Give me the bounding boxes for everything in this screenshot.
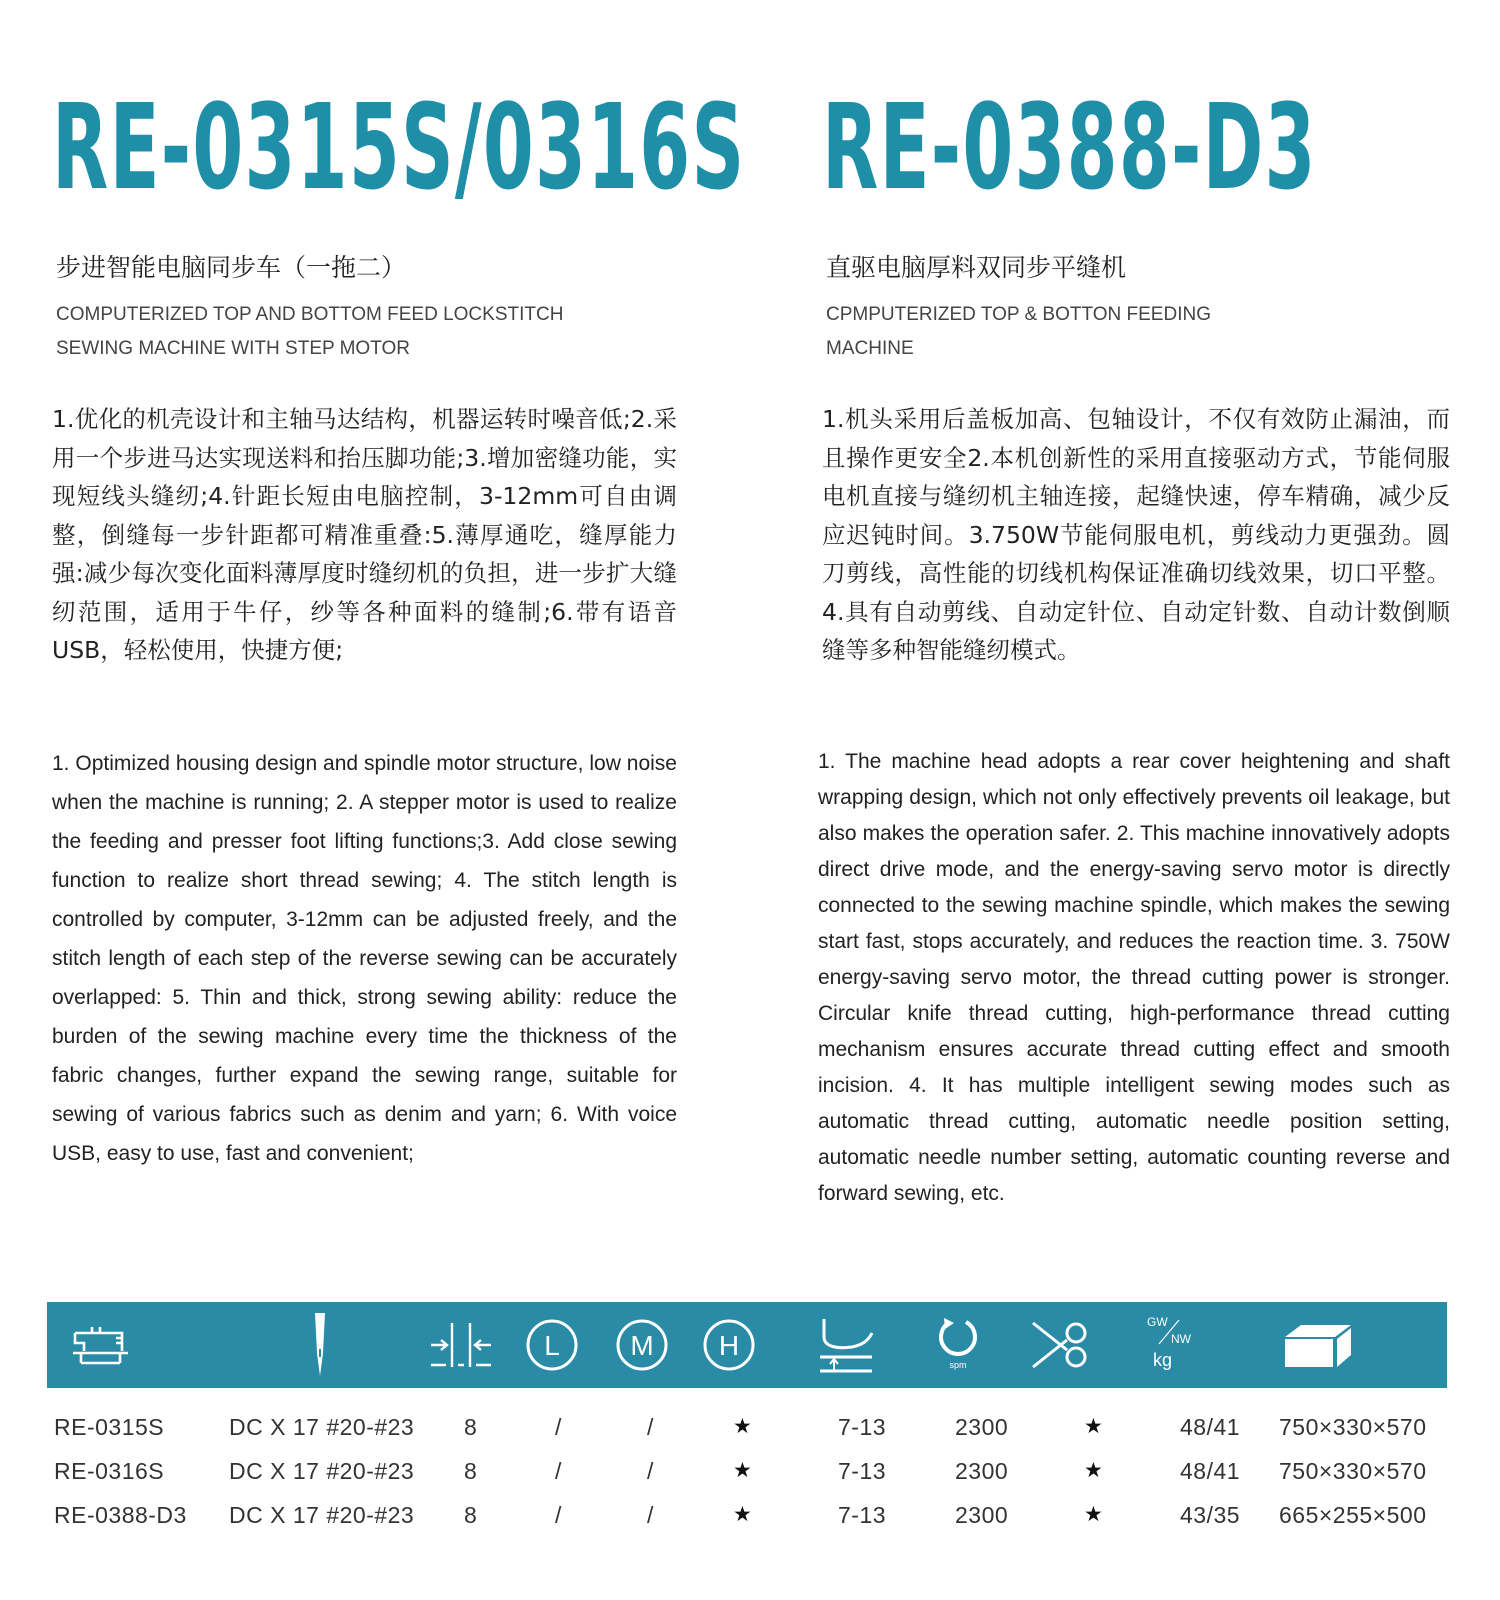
spec-row xyxy=(0,1414,1500,1454)
speed-cell: 2300 xyxy=(955,1458,1009,1484)
presser-foot-lift-icon xyxy=(817,1312,875,1378)
heavy-material-cell: ★ xyxy=(733,1502,753,1526)
heavy-material-label: H xyxy=(718,1330,740,1361)
stitch-length-cell: 8 xyxy=(464,1458,478,1484)
model-cell: RE-0315S xyxy=(54,1414,165,1440)
net-weight-label: NW xyxy=(1171,1332,1191,1346)
weight-cell: 48/41 xyxy=(1180,1414,1241,1440)
needle-cell: DC X 17 #20-#23 xyxy=(229,1414,415,1440)
model-title-left: RE-0315S/0316S xyxy=(52,78,746,216)
spec-row xyxy=(0,1502,1500,1542)
heavy-material-cell: ★ xyxy=(733,1414,753,1438)
light-material-label: L xyxy=(544,1330,560,1361)
dimensions-cell: 750×330×570 xyxy=(1279,1414,1427,1440)
product-name-en-line2: SEWING MACHINE WITH STEP MOTOR xyxy=(56,338,410,359)
dimensions-cell: 750×330×570 xyxy=(1279,1458,1427,1484)
product-description-cn: 1.机头采用后盖板加高、包轴设计，不仅有效防止漏油，而且操作更安全2.本机创新性的采用直接驱动方式，节能伺服电机直接与缝纫机主轴连接，起缝快速，停车精确，减少反应迟钝时间。3.750W节能伺服电机，剪线动力更强劲。圆刀剪线，高性能的切线机构保证准确切线效果，切口平整。4.具有自动剪线、自动定针位、自动定针数、自动计数倒顺缝等多种智能缝纫模式。 xyxy=(822,405,1450,664)
light-material-icon xyxy=(523,1312,581,1378)
heavy-material-cell: ★ xyxy=(733,1458,753,1482)
medium-material-cell: / xyxy=(647,1414,654,1440)
medium-material-icon xyxy=(613,1312,671,1378)
product-description-en: 1. The machine head adopts a rear cover heightening and shaft wrapping design, which not only effectively prevents oil leakage, but also makes the operation safer. 2. This machine innovatively adopts direct drive mode, and the energy-saving servo motor is directly connected to the sewing machine spindle, which makes the sewing start fast, stops accurately, and reduces the reaction time. 3. 750W energy-saving servo motor, the thread cutting power is stronger. Circular knife thread cutting, high-performance thread cutting mechanism ensures accurate thread cutting effect and smooth incision. 4. It has multiple intelligent sewing modes such as automatic thread cutting, automatic needle position setting, automatic needle number setting, automatic counting reverse and forward sewing, etc. xyxy=(818,750,1450,1205)
product-column-right xyxy=(818,248,1450,1205)
presser-lift-cell: 7-13 xyxy=(838,1414,887,1440)
speed-cell: 2300 xyxy=(955,1502,1009,1528)
spec-row xyxy=(0,1458,1500,1498)
presser-lift-cell: 7-13 xyxy=(838,1458,887,1484)
speed-spm-icon xyxy=(933,1312,983,1378)
product-description-cn: 1.优化的机壳设计和主轴马达结构，机器运转时噪音低;2.采用一个步进马达实现送料和抬压脚功能;3.增加密缝功能，实现短线头缝纫;4.针距长短由电脑控制，3-12mm可自由调整，倒缝每一步针距都可精准重叠:5.薄厚通吃，缝厚能力强:减少每次变化面料薄厚度时缝纫机的负担，进一步扩大缝纫范围，适用于牛仔，纱等各种面料的缝制;6.带有语音USB，轻松使用，快捷方便; xyxy=(52,405,677,664)
medium-material-cell: / xyxy=(647,1502,654,1528)
spec-icon-bar xyxy=(47,1302,1447,1388)
model-cell: RE-0388-D3 xyxy=(54,1502,187,1528)
medium-material-label: M xyxy=(630,1330,654,1361)
model-cell: RE-0316S xyxy=(54,1458,165,1484)
product-name-en-line1: COMPUTERIZED TOP AND BOTTOM FEED LOCKSTITCH xyxy=(56,304,564,325)
thread-trimmer-icon xyxy=(1031,1312,1089,1378)
weight-icon xyxy=(1145,1312,1201,1378)
heavy-material-icon xyxy=(700,1312,758,1378)
package-dimensions-icon xyxy=(1279,1312,1355,1378)
stitch-length-cell: 8 xyxy=(464,1502,478,1528)
trimmer-cell: ★ xyxy=(1084,1458,1104,1482)
weight-cell: 48/41 xyxy=(1180,1458,1241,1484)
sewing-machine-icon xyxy=(71,1312,131,1378)
stitch-length-icon xyxy=(429,1312,493,1378)
light-material-cell: / xyxy=(555,1414,562,1440)
light-material-cell: / xyxy=(555,1458,562,1484)
product-description-en: 1. Optimized housing design and spindle motor structure, low noise when the machine is running; 2. A stepper motor is used to realize the feeding and presser foot lifting functions;3. Add close sewing function to realize short thread sewing; 4. The stitch length is controlled by computer, 3-12mm can be adjusted freely, and the stitch length of each step of the reverse sewing can be accurately overlapped: 5. Thin and thick, strong sewing ability: reduce the burden of the sewing machine every time the thickness of the fabric changes, further expand the sewing range, suitable for sewing of various fabrics such as denim and yarn; 6. With voice USB, easy to use, fast and convenient; xyxy=(52,752,677,1165)
weight-cell: 43/35 xyxy=(1180,1502,1241,1528)
needle-cell: DC X 17 #20-#23 xyxy=(229,1458,415,1484)
product-name-cn: 步进智能电脑同步车（一拖二） xyxy=(56,253,407,282)
needle-cell: DC X 17 #20-#23 xyxy=(229,1502,415,1528)
gross-weight-label: GW xyxy=(1147,1315,1168,1329)
model-title-right: RE-0388-D3 xyxy=(822,78,1317,216)
dimensions-cell: 665×255×500 xyxy=(1279,1502,1427,1528)
product-column-left xyxy=(52,248,677,1165)
speed-cell: 2300 xyxy=(955,1414,1009,1440)
needle-icon xyxy=(309,1312,331,1378)
trimmer-cell: ★ xyxy=(1084,1502,1104,1526)
trimmer-cell: ★ xyxy=(1084,1414,1104,1438)
medium-material-cell: / xyxy=(647,1458,654,1484)
spm-label: spm xyxy=(949,1360,967,1370)
kg-label: kg xyxy=(1153,1350,1173,1370)
stitch-length-cell: 8 xyxy=(464,1414,478,1440)
light-material-cell: / xyxy=(555,1502,562,1528)
product-name-en-line1: CPMPUTERIZED TOP & BOTTON FEEDING xyxy=(826,304,1211,325)
product-name-cn: 直驱电脑厚料双同步平缝机 xyxy=(826,253,1127,282)
product-name-en-line2: MACHINE xyxy=(826,338,914,359)
presser-lift-cell: 7-13 xyxy=(838,1502,887,1528)
